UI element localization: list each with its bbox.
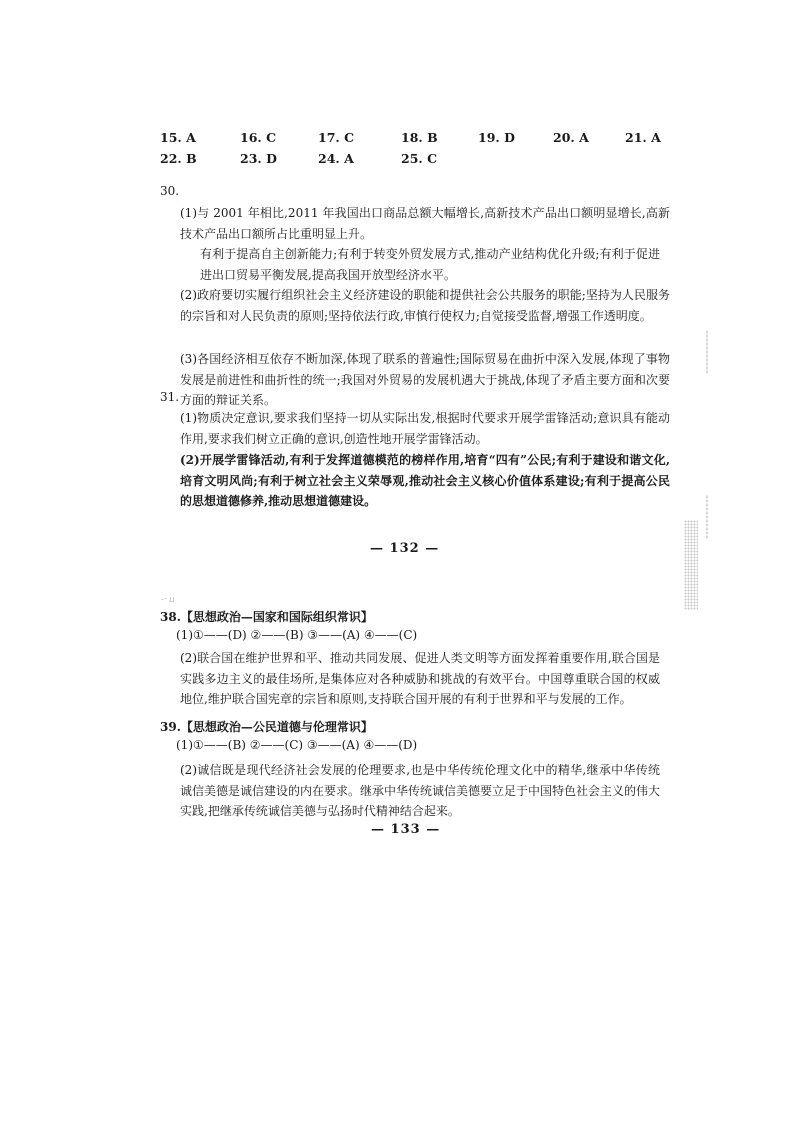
answer-15: 15. A [160, 130, 196, 145]
answer-23: 23. D [240, 151, 277, 166]
question-30-part2: (2)政府要切实履行组织社会主义经济建设的职能和提供社会公共服务的职能;坚持为人民服务的宗旨和对人民负责的原则;坚持依法行政,审慎行使权力;自觉接受监督,增强工作透明度。 [180, 288, 670, 323]
answer-24: 24. A [318, 151, 354, 166]
answer-20: 20. A [553, 130, 589, 145]
answer-21: 21. A [625, 130, 661, 145]
scan-dots-middle [706, 495, 708, 539]
answer-19: 19. D [478, 130, 515, 145]
question-38-title: 38.【思想政治—国家和国际组织常识】 [160, 610, 373, 624]
question-38-part2: (2)联合国在维护世界和平、推动共同发展、促进人类文明等方面发挥着重要作用,联合国是实践多边主义的最佳场所,是集体应对各种威胁和挑战的有效平台。中国尊重联合国的权威地位,维护联合国宪章的宗旨和原则,支持联合国开展的有利于世界和平与发展的工作。 [180, 651, 660, 706]
scan-dots-upper [706, 330, 708, 374]
answer-17: 17. C [318, 130, 355, 145]
question-39-title: 39.【思想政治—公民道德与伦理常识】 [160, 720, 373, 734]
question-31-part1: (1)物质决定意识,要求我们坚持一切从实际出发,根据时代要求开展学雷锋活动;意识具有能动作用,要求我们树立正确的意识,创造性地开展学雷锋活动。 [180, 411, 670, 446]
question-38-part1: (1)①——(D) ②——(B) ③——(A) ④——(C) [176, 628, 418, 642]
question-31-part2: (2)开展学雷锋活动,有利于发挥道德模范的榜样作用,培育“四有”公民;有利于建设和谐文化,培育文明风尚;有利于树立社会主义荣辱观,推动社会主义核心价值体系建设;有利于提高公民的思想道德修养,推动思想道德建设。 [180, 453, 670, 508]
stray-mark: ㄧㄩ [160, 595, 176, 604]
answer-22: 22. B [160, 151, 197, 166]
question-30-part3: (3)各国经济相互依存不断加深,体现了联系的普遍性;国际贸易在曲折中深入发展,体现了事物发展是前进性和曲折性的统一;我国对外贸易的发展机遇大于挑战,体现了矛盾主要方面和次要方面的辩证关系。 [180, 352, 670, 407]
question-30-part1: (1)与 2001 年相比,2011 年我国出口商品总额大幅增长,高新技术产品出口额明显增长,高新技术产品出口额所占比重明显上升。 [180, 206, 670, 241]
question-39-part2: (2)诚信既是现代经济社会发展的伦理要求,也是中华传统伦理文化中的精华,继承中华传统诚信美德是诚信建设的内在要求。继承中华传统诚信美德要立足于中国特色社会主义的伟大实践,把继承传统诚信美德与弘扬时代精神结合起来。 [180, 763, 661, 818]
answer-16: 16. C [240, 130, 277, 145]
answer-25: 25. C [401, 151, 438, 166]
question-30-number: 30. [160, 184, 180, 198]
scan-halftone-block [684, 520, 698, 610]
question-30-part1-b: 有利于提高自主创新能力;有利于转变外贸发展方式,推动产业结构优化升级;有利于促进进出口贸易平衡发展,提高我国开放型经济水平。 [200, 247, 660, 282]
page-number-133: — 133 — [371, 822, 441, 837]
answer-18: 18. B [401, 130, 438, 145]
question-39-part1: (1)①——(B) ②——(C) ③——(A) ④——(D) [176, 738, 418, 752]
question-31-number: 31. [160, 390, 180, 404]
page-number-132: — 132 — [370, 541, 440, 556]
